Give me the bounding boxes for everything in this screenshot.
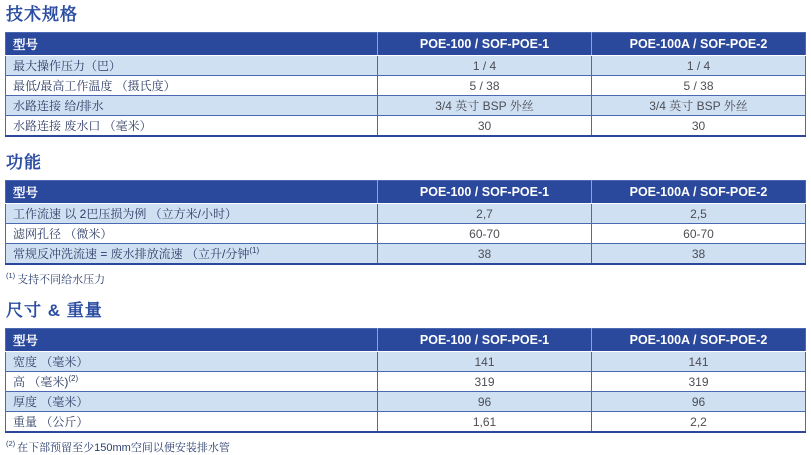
table-header-row — [6, 329, 806, 352]
footnote-1 — [6, 271, 806, 287]
row-value: 141 — [378, 352, 592, 372]
row-label: 重量 （公斤） — [6, 412, 378, 433]
row-value: 2,5 — [592, 204, 806, 224]
row-value: 1,61 — [378, 412, 592, 433]
header-col-poe100: POE-100 / SOF-POE-1 — [378, 329, 592, 352]
table-row — [6, 116, 806, 137]
header-model-label: 型号 — [6, 33, 378, 56]
dimensions-weight-table — [5, 328, 806, 433]
row-label: 高 （毫米)$^{(2)}$ — [6, 372, 378, 392]
row-value: 38 — [592, 244, 806, 265]
table-row — [6, 392, 806, 412]
row-value: 2,7 — [378, 204, 592, 224]
footnote-2-marker: (2) — [6, 439, 16, 449]
header-model-label: 型号 — [6, 181, 378, 204]
section-dimensions-weight — [5, 300, 806, 455]
table-header-row — [6, 33, 806, 56]
footnote-2 — [6, 439, 806, 455]
row-value: 5 / 38 — [378, 76, 592, 96]
row-value: 5 / 38 — [592, 76, 806, 96]
table-row — [6, 412, 806, 433]
row-value: 60-70 — [592, 224, 806, 244]
row-label-footnote-marker: (1) — [249, 246, 260, 255]
row-label: 滤网孔径 （微米） — [6, 224, 378, 244]
footnote-2-text: 在下部预留至少150mm空间以便安装排水管 — [17, 442, 230, 454]
table-row — [6, 244, 806, 265]
header-col-poe100a: POE-100A / SOF-POE-2 — [592, 33, 806, 56]
table-row — [6, 372, 806, 392]
row-value: 319 — [378, 372, 592, 392]
row-label: 水路连接 废水口 （毫米） — [6, 116, 378, 137]
footnote-1-text: 支持不同给水压力 — [17, 274, 106, 286]
row-label: 水路连接 给/排水 — [6, 96, 378, 116]
header-col-poe100: POE-100 / SOF-POE-1 — [378, 181, 592, 204]
row-label: 最大操作压力（巴） — [6, 56, 378, 76]
table-row — [6, 224, 806, 244]
section-functions — [5, 152, 806, 287]
row-value: 141 — [592, 352, 806, 372]
section-title-tech-specs: 技术规格 — [6, 5, 78, 24]
header-col-poe100a: POE-100A / SOF-POE-2 — [592, 329, 806, 352]
row-value: 96 — [378, 392, 592, 412]
row-value: 2,2 — [592, 412, 806, 433]
section-title-functions: 功能 — [6, 153, 42, 172]
row-label-footnote-marker: (2) — [68, 374, 79, 383]
row-value: 30 — [378, 116, 592, 137]
row-label: 厚度 （毫米） — [6, 392, 378, 412]
table-row — [6, 76, 806, 96]
tech-specs-table — [5, 32, 806, 137]
table-header-row — [6, 181, 806, 204]
row-label: 最低/最高工作温度 （摄氏度） — [6, 76, 378, 96]
functions-table — [5, 180, 806, 265]
section-title-dimensions-weight: 尺寸 & 重量 — [6, 301, 103, 320]
row-value: 96 — [592, 392, 806, 412]
footnote-1-marker: (1) — [6, 271, 16, 281]
header-col-poe100: POE-100 / SOF-POE-1 — [378, 33, 592, 56]
row-value: 1 / 4 — [592, 56, 806, 76]
table-row — [6, 204, 806, 224]
row-value: 60-70 — [378, 224, 592, 244]
row-value: 3/4 英寸 BSP 外丝 — [592, 96, 806, 116]
row-value: 38 — [378, 244, 592, 265]
row-value: 319 — [592, 372, 806, 392]
table-row — [6, 56, 806, 76]
section-tech-specs — [5, 4, 806, 137]
row-label: 宽度 （毫米） — [6, 352, 378, 372]
header-model-label: 型号 — [6, 329, 378, 352]
header-col-poe100a: POE-100A / SOF-POE-2 — [592, 181, 806, 204]
row-label: 常规反冲洗流速 = 废水排放流速 （立升/分钟$^{(1)}$ — [6, 244, 378, 265]
table-row — [6, 352, 806, 372]
row-value: 3/4 英寸 BSP 外丝 — [378, 96, 592, 116]
row-label: 工作流速 以 2巴压损为例 （立方米/小时） — [6, 204, 378, 224]
table-row — [6, 96, 806, 116]
row-value: 1 / 4 — [378, 56, 592, 76]
row-value: 30 — [592, 116, 806, 137]
